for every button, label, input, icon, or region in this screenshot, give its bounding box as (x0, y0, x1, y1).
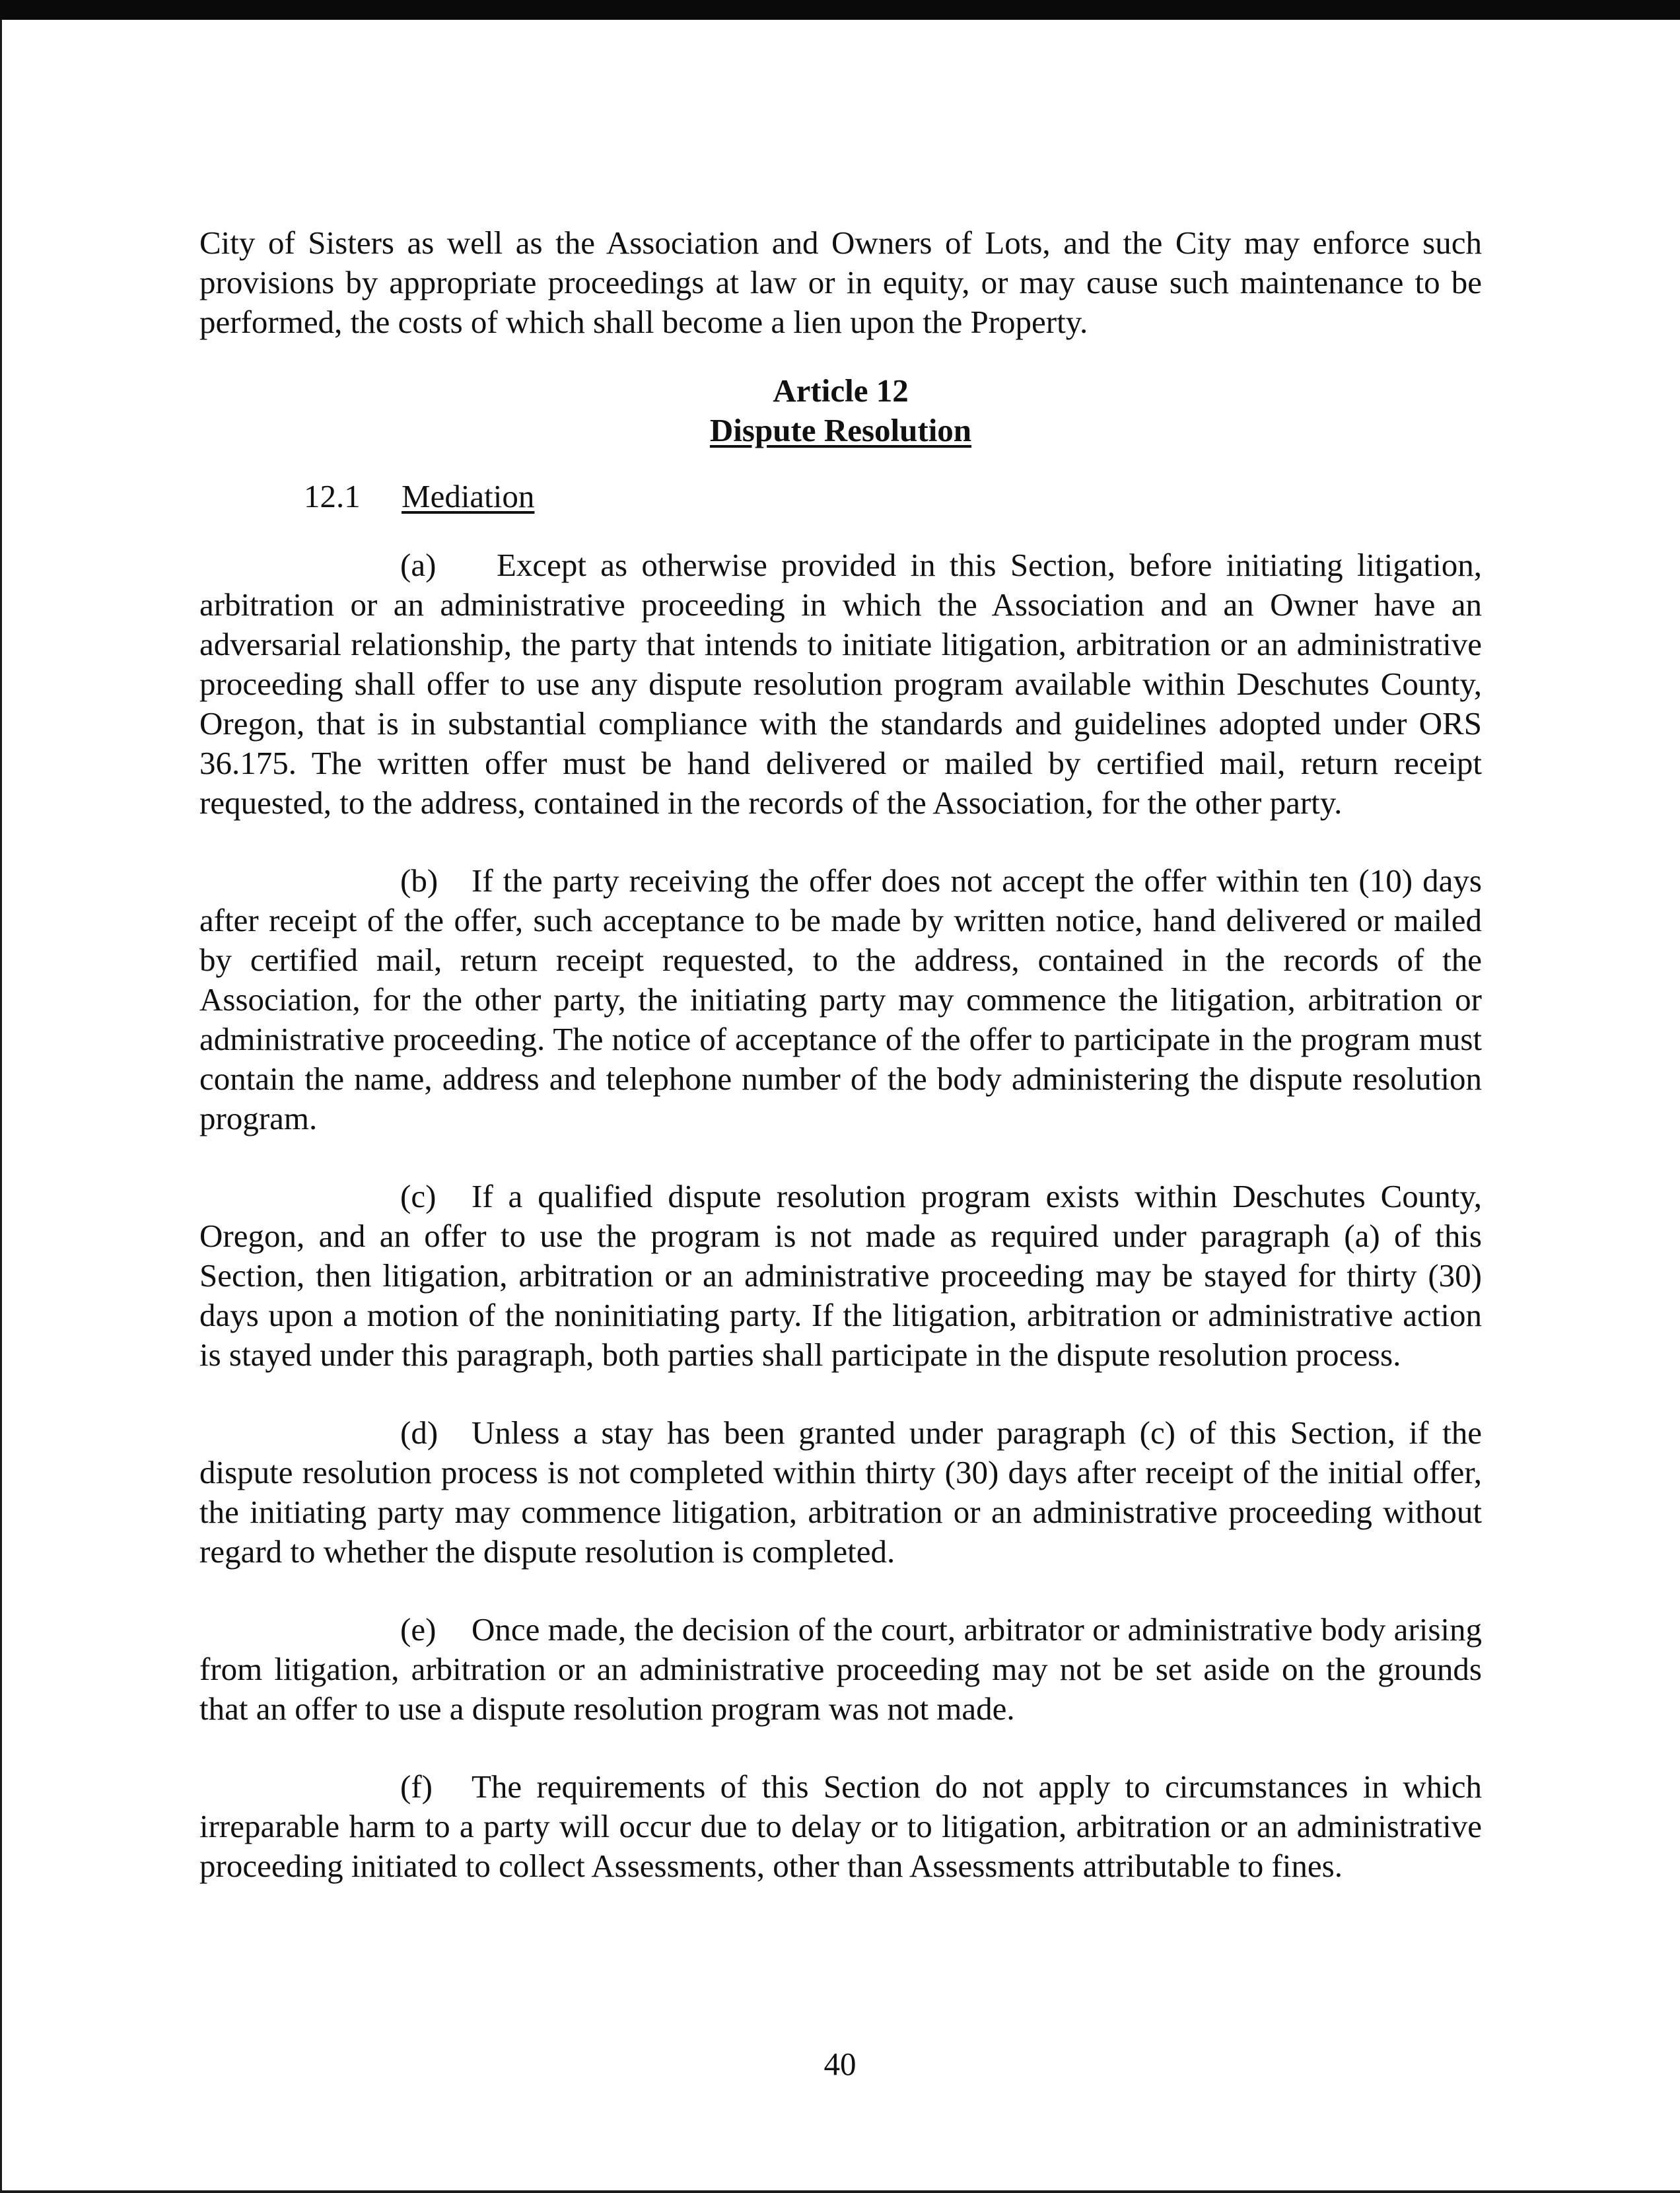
scan-bottom-border (0, 2190, 1680, 2193)
subsection-b (199, 861, 1482, 1138)
page-number: 40 (823, 2046, 857, 2082)
subsection-text: Unless a stay has been granted under paragraph (c) of this Section, if the dispute resolution process is not completed within thirty (30) days after receipt of the initial offer, the initiating party may commence litigation, arbitration or an administrative proceeding without regard to whether the dispute resolution is completed. (199, 1414, 1482, 1570)
article-number: Article 12 (773, 372, 909, 409)
article-heading (199, 371, 1482, 450)
subsection-f (199, 1767, 1482, 1886)
section-heading (304, 477, 1482, 516)
section-title: Mediation (402, 478, 535, 514)
subsection-text: Once made, the decision of the court, arbitrator or administrative body arising from litigation, arbitration or an administrative proceeding may not be set aside on the grounds that an offer to use a dispute resolution program was not made. (199, 1611, 1482, 1727)
subsection-marker: (a) (400, 547, 437, 583)
subsection-text: If the party receiving the offer does not accept the offer within ten (10) days after receipt of the offer, such acceptance to be made by written notice, hand delivered or mailed by certified mail, return receipt requested, to the address, contained in the records of the Association, for the other party, the initiating party may commence the litigation, arbitration or administrative proceeding. The notice of acceptance of the offer to participate in the program must contain the name, address and telephone number of the body administering the dispute resolution program. (199, 862, 1482, 1136)
subsection-c (199, 1177, 1482, 1375)
scan-left-border (0, 20, 2, 2193)
subsection-d (199, 1413, 1482, 1572)
subsection-marker: (d) (400, 1414, 438, 1451)
subsection-text: Except as otherwise provided in this Section, before initiating litigation, arbitration or an administrative proceeding in which the Association and an Owner have an adversarial relationship, the party that intends to initiate litigation, arbitration or an administrative proceeding shall offer to use any dispute resolution program available within Deschutes County, Oregon, that is in substantial compliance with the standards and guidelines adopted under ORS 36.175. The written offer must be hand delivered or mailed by certified mail, return receipt requested, to the address, contained in the records of the Association, for the other party. (199, 547, 1482, 821)
subsection-marker: (e) (400, 1611, 437, 1648)
subsection-marker: (b) (400, 862, 438, 899)
document-page-body (199, 223, 1482, 1886)
subsection-marker: (f) (400, 1768, 433, 1805)
section-number: 12.1 (304, 478, 361, 514)
scan-top-border (0, 0, 1680, 20)
subsection-e (199, 1610, 1482, 1729)
article-title: Dispute Resolution (709, 412, 972, 448)
subsection-marker: (c) (400, 1178, 437, 1214)
subsection-text: If a qualified dispute resolution program exists within Deschutes County, Oregon, and an offer to use the program is not made as required under paragraph (a) of this Section, then litigation, arbitration or an administrative proceeding may be stayed for thirty (30) days upon a motion of the noninitiating party. If the litigation, arbitration or administrative action is stayed under this paragraph, both parties shall participate in the dispute resolution process. (199, 1178, 1482, 1373)
subsection-a (199, 545, 1482, 823)
intro-paragraph: City of Sisters as well as the Association and Owners of Lots, and the City may enforce such provisions by appropriate proceedings at law or in equity, or may cause such maintenance to be performed, the costs of which shall become a lien upon the Property. (199, 225, 1482, 340)
subsection-text: The requirements of this Section do not apply to circumstances in which irreparable harm to a party will occur due to delay or to litigation, arbitration or an administrative proceeding initiated to collect Assessments, other than Assessments attributable to fines. (199, 1768, 1482, 1884)
